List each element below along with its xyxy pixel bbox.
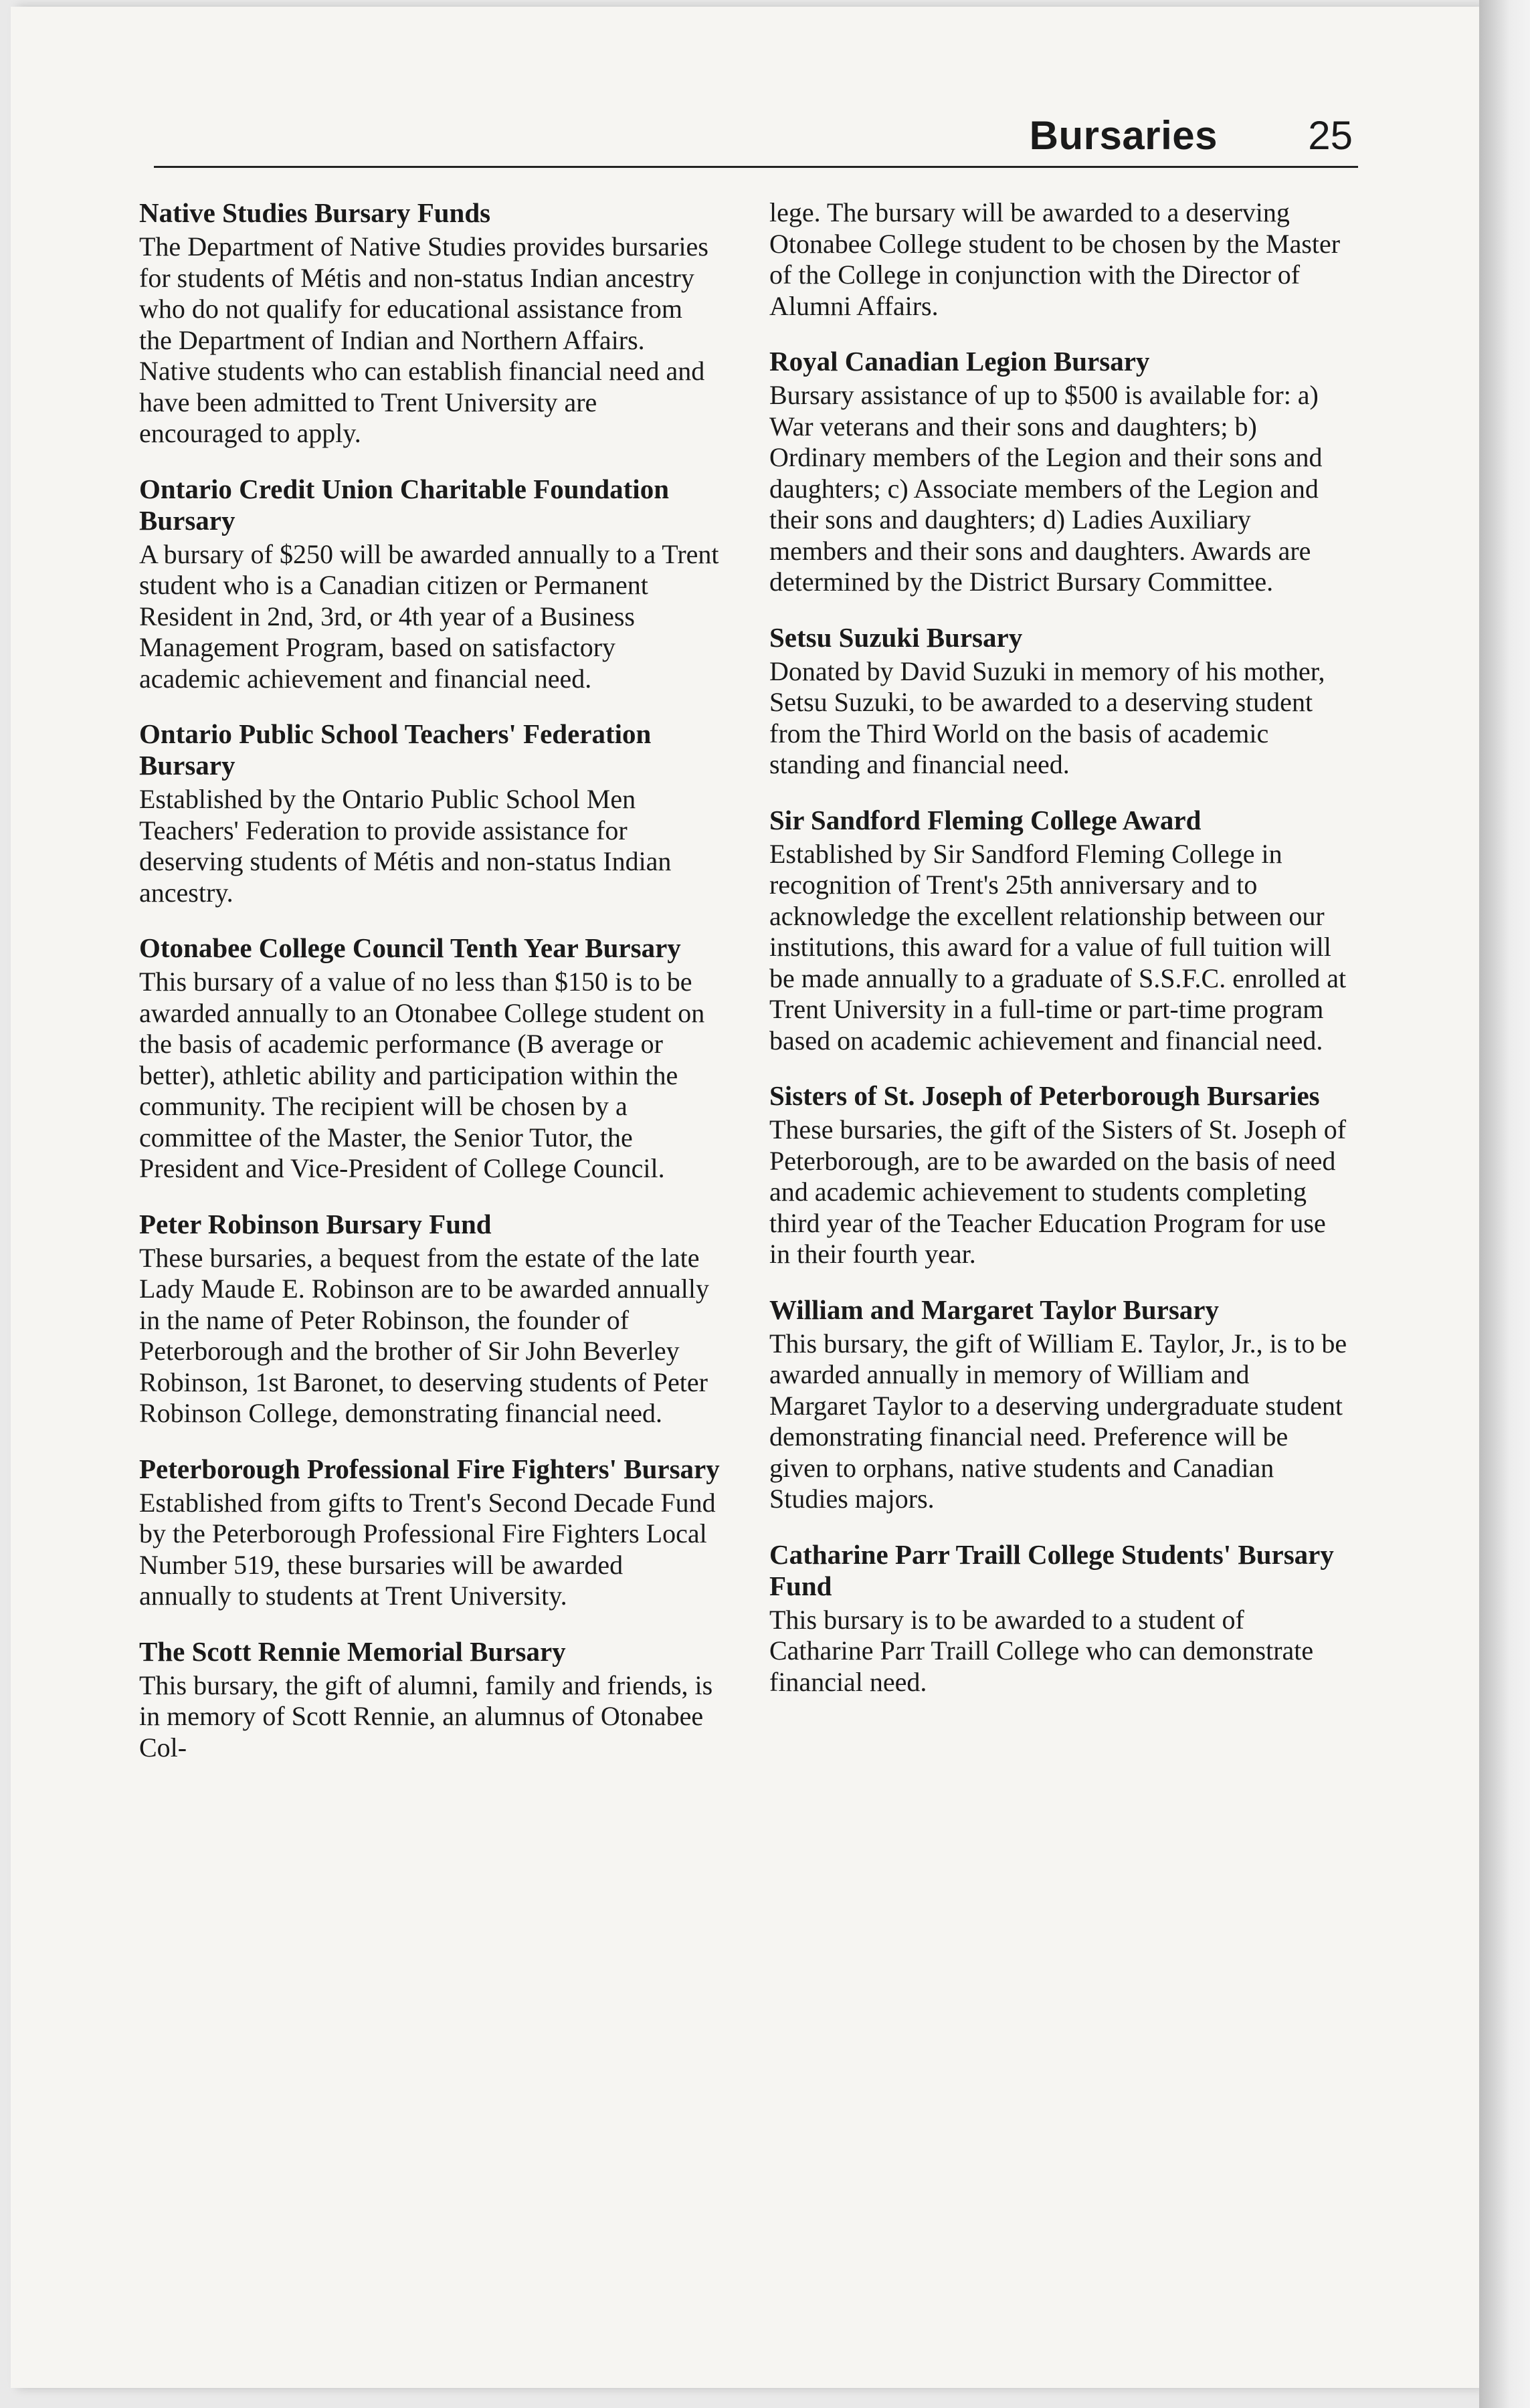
entry-title: Setsu Suzuki Bursary [769, 621, 1023, 653]
entry-body: Established by Sir Sandford Fleming College in recognition of Trent's 25th anniversary and to acknowledge the excellent relationship between our institutions, this award for a value of full tuition will be made annually to a graduate of S.S.F.C. enrolled at Trent University in a full-time or part-time program based on academic achievement and financial need. [769, 838, 1347, 1056]
entry-title: Otonabee College Council Tenth Year Bursary [139, 932, 681, 963]
bursary-entry [139, 1209, 721, 1429]
entry-title: Sir Sandford Fleming College Award [769, 804, 1202, 835]
entry-body: These bursaries, the gift of the Sisters of St. Joseph of Peterborough, are to be awarded on the basis of need and academic achievement to students completing third year of the Teacher Education Program for use in their fourth year. [769, 1114, 1347, 1269]
bursary-entry [139, 718, 721, 908]
entry-title: Native Studies Bursary Funds [139, 197, 491, 228]
left-column [139, 197, 721, 1787]
header-rule [154, 166, 1358, 168]
entry-body: This bursary of a value of no less than $150 is to be awarded annually to an Otonabee College student on the basis of academic performance (B average or better), athletic ability and participation within the community. The recipient will be chosen by a committee of the Master, the Senior Tutor, the President and Vice-President of College Council. [139, 967, 705, 1183]
right-column [769, 197, 1351, 1722]
entry-title: Royal Canadian Legion Bursary [769, 346, 1150, 377]
entry-title: Peter Robinson Bursary Fund [139, 1208, 492, 1239]
entry-body: Established from gifts to Trent's Second Decade Fund by the Peterborough Professional Fire Fighters Local Number 519, these bursaries will be awarded annually to students at Trent University. [139, 1487, 716, 1611]
bursary-entry [769, 1539, 1351, 1698]
entry-title: Ontario Credit Union Charitable Foundation Bursary [139, 473, 669, 536]
entry-title: William and Margaret Taylor Bursary [769, 1294, 1219, 1325]
entry-title: The Scott Rennie Memorial Bursary [139, 1635, 566, 1667]
entry-body: This bursary, the gift of alumni, family and friends, is in memory of Scott Rennie, an alumnus of Otonabee Col- [139, 1670, 713, 1763]
bursary-entry [769, 1080, 1351, 1270]
page-number: 25 [1308, 113, 1353, 158]
entry-title: Peterborough Professional Fire Fighters' Bursary [139, 1453, 720, 1484]
page-edge-shadow [1479, 0, 1530, 2408]
bursary-entry [769, 622, 1351, 781]
bursary-entry [769, 346, 1351, 598]
bursary-entry [139, 197, 721, 449]
entry-body: These bursaries, a bequest from the estate of the late Lady Maude E. Robinson are to be awarded annually in the name of Peter Robinson, the founder of Peterborough and the brother of Sir John Beverley Robinson, 1st Baronet, to deserving students of Peter Robinson College, demonstrating financial need. [139, 1242, 709, 1428]
entry-body: Established by the Ontario Public School Men Teachers' Federation to provide assistance for deserving students of Métis and non-status Indian ancestry. [139, 784, 672, 908]
entry-title: Catharine Parr Traill College Students' Bursary Fund [769, 1538, 1334, 1601]
continued-text: lege. The bursary will be awarded to a deserving Otonabee College student to be chosen by the Master of the College in conjunction with the Director of Alumni Affairs. [769, 197, 1341, 321]
bursary-entry [769, 1294, 1351, 1515]
bursary-entry [139, 474, 721, 695]
bursary-entry [769, 805, 1351, 1057]
running-head [154, 100, 1358, 167]
entry-body: A bursary of $250 will be awarded annually to a Trent student who is a Canadian citizen or Permanent Resident in 2nd, 3rd, or 4th year of a Business Management Program, based on satisfactory academic achievement and financial need. [139, 538, 719, 694]
entry-title: Ontario Public School Teachers' Federation Bursary [139, 718, 652, 781]
section-title: Bursaries [1029, 113, 1218, 158]
entry-body: This bursary, the gift of William E. Taylor, Jr., is to be awarded annually in memory of William and Margaret Taylor to a deserving undergraduate student demonstrating financial need. Preference will be given to orphans, native students and Canadian Studies majors. [769, 1328, 1347, 1514]
entry-body: Bursary assistance of up to $500 is available for: a) War veterans and their sons and daughters; b) Ordinary members of the Legion and their sons and daughters; c) Associate members of the Legion and their sons and daughters; d) Ladies Auxiliary members and their sons and daughters. Awards are determined by the District Bursary Committee. [769, 380, 1323, 597]
bursary-entry [139, 1453, 721, 1612]
bursary-entry [139, 1636, 721, 1764]
entry-body: Donated by David Suzuki in memory of his mother, Setsu Suzuki, to be awarded to a deserving student from the Third World on the basis of academic standing and financial need. [769, 656, 1325, 779]
entry-body: The Department of Native Studies provides bursaries for students of Métis and non-status Indian ancestry who do not qualify for educational assistance from the Department of Indian and Northern Affairs. Native students who can establish financial need and have been admitted to Trent University are encouraged to apply. [139, 231, 708, 448]
entry-title: Sisters of St. Joseph of Peterborough Bursaries [769, 1080, 1320, 1111]
bursary-entry [139, 932, 721, 1185]
entry-body: This bursary is to be awarded to a student of Catharine Parr Traill College who can demonstrate financial need. [769, 1604, 1314, 1697]
